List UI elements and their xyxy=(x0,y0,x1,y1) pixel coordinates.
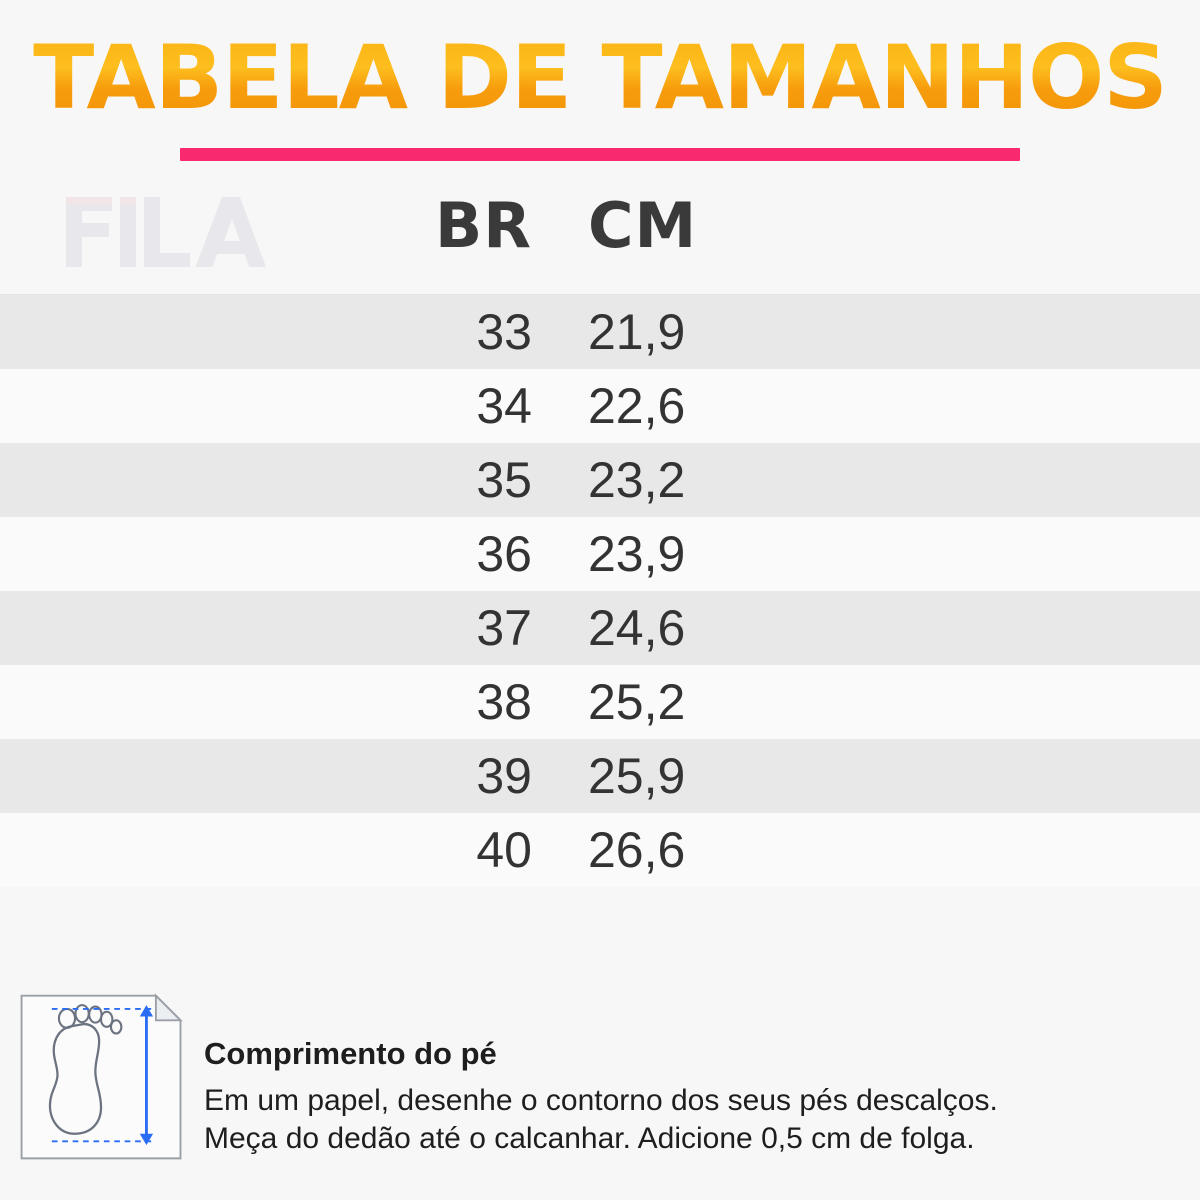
cell-br: 37 xyxy=(476,600,532,656)
table-row xyxy=(0,295,1200,369)
cell-br: 33 xyxy=(476,304,532,360)
cell-cm: 25,9 xyxy=(588,748,686,804)
page-title: TABELA DE TAMANHOS xyxy=(0,34,1200,122)
title-underline xyxy=(180,148,1020,161)
cell-cm: 23,2 xyxy=(588,452,686,508)
cell-br: 40 xyxy=(476,822,532,878)
size-table xyxy=(0,294,1200,887)
cell-cm: 21,9 xyxy=(588,304,686,360)
table-row xyxy=(0,443,1200,517)
table-row xyxy=(0,369,1200,443)
column-heading-br: BR xyxy=(435,189,532,262)
column-heading-cm: CM xyxy=(588,189,698,262)
cell-cm: 22,6 xyxy=(588,378,686,434)
footer-line-2: Meça do dedão até o calcanhar. Adicione 0,5 cm de folga. xyxy=(204,1122,975,1156)
cell-br: 35 xyxy=(476,452,532,508)
title-section xyxy=(0,0,1200,161)
cell-br: 36 xyxy=(476,526,532,582)
table-header xyxy=(0,179,1200,294)
cell-cm: 24,6 xyxy=(588,600,686,656)
cell-cm: 26,6 xyxy=(588,822,686,878)
table-row xyxy=(0,665,1200,739)
footer-instructions xyxy=(0,970,1200,1200)
cell-cm: 25,2 xyxy=(588,674,686,730)
table-row xyxy=(0,591,1200,665)
footer-title: Comprimento do pé xyxy=(204,1036,497,1071)
table-row xyxy=(0,517,1200,591)
cell-br: 39 xyxy=(476,748,532,804)
footer-line-1: Em um papel, desenhe o contorno dos seus pés descalços. xyxy=(204,1084,998,1117)
table-row xyxy=(0,739,1200,813)
table-row xyxy=(0,813,1200,887)
foot-measure-icon xyxy=(0,986,200,1170)
cell-br: 38 xyxy=(476,674,532,730)
cell-br: 34 xyxy=(476,378,532,434)
footer-text-block xyxy=(200,986,998,1159)
column-headings xyxy=(0,189,1200,262)
cell-cm: 23,9 xyxy=(588,526,686,582)
